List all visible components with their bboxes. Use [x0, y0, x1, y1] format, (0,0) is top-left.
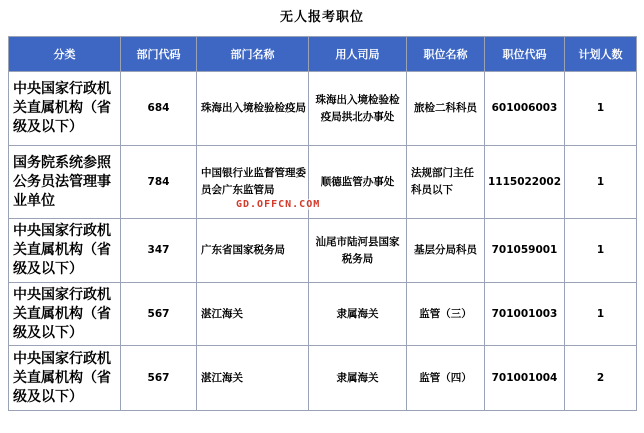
header-position: 职位名称 — [407, 37, 485, 72]
cell-dept-name: 广东省国家税务局 — [197, 219, 309, 283]
table-row — [9, 346, 637, 411]
cell-position: 旅检二科科员 — [407, 72, 485, 146]
watermark-text: GD.OFFCN.COM — [236, 199, 321, 210]
table-row — [9, 146, 637, 219]
cell-dept-name: 中国银行业监督管理委员会广东监管局 — [197, 146, 309, 219]
cell-position-code: 701001003 — [485, 283, 565, 346]
positions-table — [8, 36, 637, 411]
cell-dept-name: 湛江海关 — [197, 283, 309, 346]
cell-dept-code: 567 — [121, 283, 197, 346]
cell-bureau: 隶属海关 — [309, 346, 407, 411]
cell-count: 2 — [565, 346, 637, 411]
cell-position: 监管（三） — [407, 283, 485, 346]
cell-position: 基层分局科员 — [407, 219, 485, 283]
cell-dept-code: 347 — [121, 219, 197, 283]
cell-bureau: 汕尾市陆河县国家税务局 — [309, 219, 407, 283]
cell-category: 中央国家行政机关直属机构（省级及以下） — [9, 283, 121, 346]
cell-count: 1 — [565, 283, 637, 346]
cell-count: 1 — [565, 72, 637, 146]
header-dept-code: 部门代码 — [121, 37, 197, 72]
table-row — [9, 283, 637, 346]
cell-dept-name: 湛江海关 — [197, 346, 309, 411]
page-title: 无人报考职位 — [279, 10, 364, 25]
cell-position-code: 1115022002 — [485, 146, 565, 219]
cell-bureau: 珠海出入境检验检疫局拱北办事处 — [309, 72, 407, 146]
cell-count: 1 — [565, 146, 637, 219]
table-row — [9, 219, 637, 283]
header-position-code: 职位代码 — [485, 37, 565, 72]
table-header-row — [9, 37, 637, 72]
header-category: 分类 — [9, 37, 121, 72]
cell-dept-name: 珠海出入境检验检疫局 — [197, 72, 309, 146]
cell-position-code: 601006003 — [485, 72, 565, 146]
cell-dept-code: 784 — [121, 146, 197, 219]
header-bureau: 用人司局 — [309, 37, 407, 72]
cell-dept-code: 567 — [121, 346, 197, 411]
cell-position-code: 701059001 — [485, 219, 565, 283]
header-count: 计划人数 — [565, 37, 637, 72]
cell-position: 监管（四） — [407, 346, 485, 411]
cell-position: 法规部门主任科员以下 — [407, 146, 485, 219]
cell-position-code: 701001004 — [485, 346, 565, 411]
cell-category: 国务院系统参照公务员法管理事业单位 — [9, 146, 121, 219]
cell-category: 中央国家行政机关直属机构（省级及以下） — [9, 72, 121, 146]
cell-bureau: 顺德监管办事处 — [309, 146, 407, 219]
table-row — [9, 72, 637, 146]
cell-bureau: 隶属海关 — [309, 283, 407, 346]
cell-dept-code: 684 — [121, 72, 197, 146]
cell-category: 中央国家行政机关直属机构（省级及以下） — [9, 219, 121, 283]
cell-category: 中央国家行政机关直属机构（省级及以下） — [9, 346, 121, 411]
header-dept-name: 部门名称 — [197, 37, 309, 72]
cell-count: 1 — [565, 219, 637, 283]
